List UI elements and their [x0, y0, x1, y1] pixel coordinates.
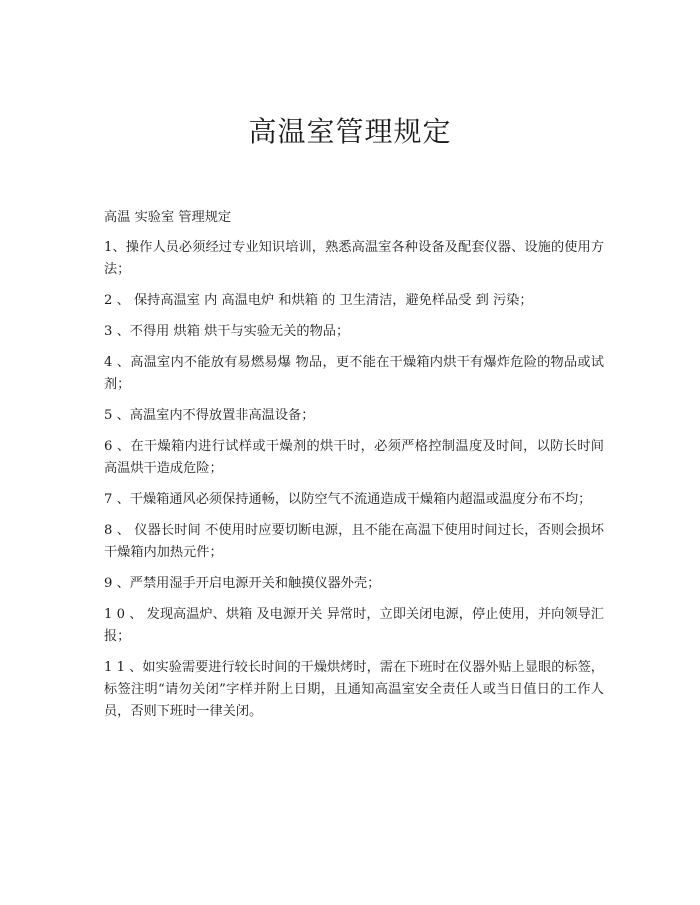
rule-item-8: 8 、 仪器长时间 不使用时应要切断电源，且不能在高温下使用时间过长，否则会损坏干燥箱内加热元件； — [104, 523, 604, 560]
rule-item-11: 1 1 、如实验需要进行较长时间的干燥烘烤时，需在下班时在仪器外贴上显眼的标签，标签注明“请勿关闭”字样并附上日期，且通知高温室安全责任人或当日值日的工作人员，否则下班时一律关闭。 — [104, 660, 604, 719]
rule-item-5: 5 、高温室内不得放置非高温设备； — [104, 408, 315, 423]
rule-item-4: 4 、高温室内不能放有易燃易爆 物品，更不能在干燥箱内烘干有爆炸危险的物品或试剂； — [104, 355, 604, 392]
rule-item-6: 6 、在干燥箱内进行试样或干燥剂的烘干时，必须严格控制温度及时间，以防长时间高温烘干造成危险； — [104, 439, 604, 476]
rule-item-3: 3 、不得用 烘箱 烘干与实验无关的物品； — [104, 324, 350, 339]
document-subtitle: 高温 实验室 管理规定 — [104, 210, 232, 225]
rule-item-7: 7 、干燥箱通风必须保持通畅，以防空气不流通造成干燥箱内超温或温度分布不均； — [104, 492, 592, 507]
rule-item-10: 1 0 、 发现高温炉、烘箱 及电源开关 异常时，立即关闭电源，停止使用，并向领导汇报； — [104, 607, 604, 644]
document-title: 高温室管理规定 — [248, 115, 452, 148]
document-body — [104, 207, 604, 732]
rule-item-9: 9 、严禁用湿手开启电源开关和触摸仪器外壳； — [104, 576, 381, 591]
rule-item-1: 1、操作人员必须经过专业知识培训，熟悉高温室各种设备及配套仪器、设施的使用方法； — [104, 240, 604, 277]
rule-item-2: 2 、 保持高温室 内 高温电炉 和烘箱 的 卫生清洁，避免样品受 到 污染； — [104, 293, 533, 308]
